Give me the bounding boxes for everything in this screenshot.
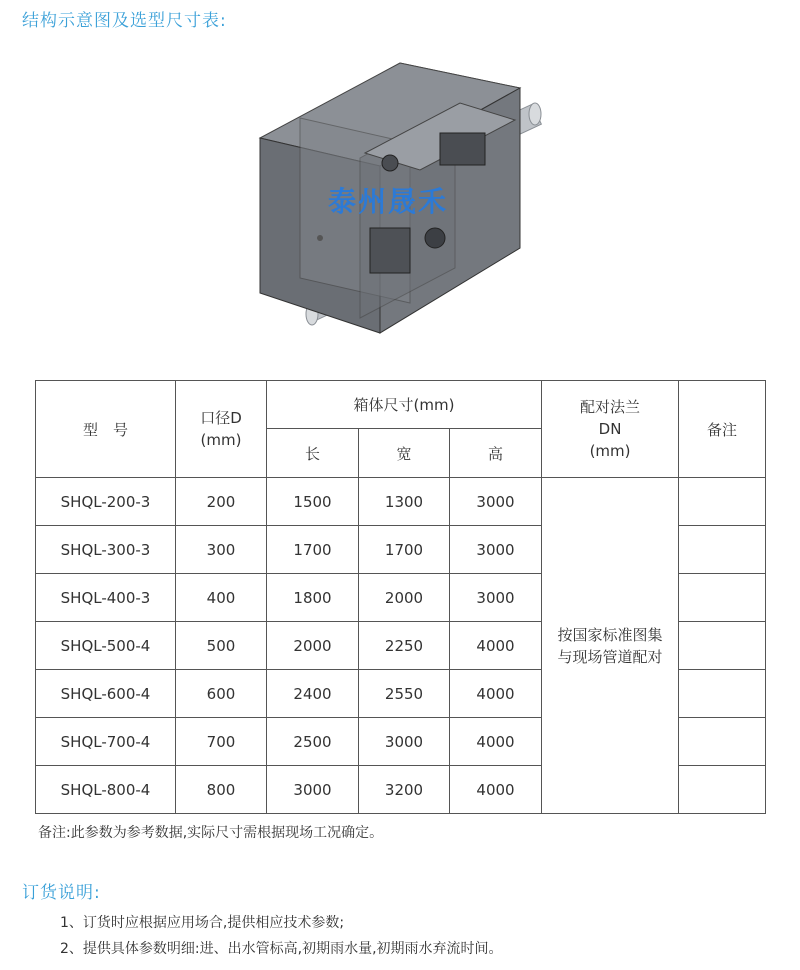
cell-width: 3000 xyxy=(359,718,450,766)
watermark-text: 泰州晟禾 xyxy=(328,185,449,218)
cell-diameter: 700 xyxy=(176,718,267,766)
flange-note-line2: 与现场管道配对 xyxy=(557,647,663,666)
header-diameter-unit: (mm) xyxy=(200,431,242,449)
section-title-structure: 结构示意图及选型尺寸表: xyxy=(22,11,227,31)
cell-width: 2000 xyxy=(359,574,450,622)
cell-length: 1500 xyxy=(267,478,359,526)
cell-height: 4000 xyxy=(450,670,542,718)
cell-diameter: 400 xyxy=(176,574,267,622)
cell-length: 2400 xyxy=(267,670,359,718)
order-item-1: 1、订货时应根据应用场合,提供相应技术参数; xyxy=(60,915,345,931)
header-box-size: 箱体尺寸(mm) xyxy=(267,381,542,429)
cell-model: SHQL-600-4 xyxy=(36,670,176,718)
header-remark: 备注 xyxy=(679,381,766,478)
cell-width: 2550 xyxy=(359,670,450,718)
cell-length: 2000 xyxy=(267,622,359,670)
cell-flange-note xyxy=(542,478,679,814)
header-flange-label: 配对法兰 xyxy=(580,398,641,416)
cell-height: 3000 xyxy=(450,478,542,526)
table-note: 备注:此参数为参考数据,实际尺寸需根据现场工况确定。 xyxy=(38,825,384,841)
cell-remark xyxy=(679,478,766,526)
cell-model: SHQL-200-3 xyxy=(36,478,176,526)
header-width: 宽 xyxy=(359,429,450,478)
cell-diameter: 600 xyxy=(176,670,267,718)
header-model: 型 号 xyxy=(36,381,176,478)
header-diameter-label: 口径D xyxy=(200,409,242,427)
cell-width: 2250 xyxy=(359,622,450,670)
cell-height: 3000 xyxy=(450,574,542,622)
cell-remark xyxy=(679,766,766,814)
cell-length: 2500 xyxy=(267,718,359,766)
cell-height: 4000 xyxy=(450,622,542,670)
cell-height: 4000 xyxy=(450,718,542,766)
cell-width: 3200 xyxy=(359,766,450,814)
cell-remark xyxy=(679,526,766,574)
cell-diameter: 200 xyxy=(176,478,267,526)
spec-table xyxy=(35,380,766,814)
cell-diameter: 300 xyxy=(176,526,267,574)
cell-model: SHQL-500-4 xyxy=(36,622,176,670)
header-flange-dn: DN xyxy=(598,420,622,438)
cell-model: SHQL-300-3 xyxy=(36,526,176,574)
cell-model: SHQL-400-3 xyxy=(36,574,176,622)
cell-remark xyxy=(679,622,766,670)
cell-height: 3000 xyxy=(450,526,542,574)
cell-remark xyxy=(679,574,766,622)
header-flange xyxy=(542,381,679,478)
cell-diameter: 800 xyxy=(176,766,267,814)
cell-remark xyxy=(679,670,766,718)
header-diameter xyxy=(176,381,267,478)
section-title-order: 订货说明: xyxy=(22,883,101,903)
cell-diameter: 500 xyxy=(176,622,267,670)
order-item-2: 2、提供具体参数明细:进、出水管标高,初期雨水量,初期雨水弃流时间。 xyxy=(60,941,503,957)
cell-model: SHQL-700-4 xyxy=(36,718,176,766)
header-length: 长 xyxy=(267,429,359,478)
cell-length: 3000 xyxy=(267,766,359,814)
cell-width: 1300 xyxy=(359,478,450,526)
header-flange-unit: (mm) xyxy=(589,442,631,460)
cell-width: 1700 xyxy=(359,526,450,574)
cell-remark xyxy=(679,718,766,766)
table-row xyxy=(36,478,766,526)
cell-model: SHQL-800-4 xyxy=(36,766,176,814)
table-header-row-1 xyxy=(36,381,766,429)
cell-height: 4000 xyxy=(450,766,542,814)
cell-length: 1800 xyxy=(267,574,359,622)
cell-length: 1700 xyxy=(267,526,359,574)
header-height: 高 xyxy=(450,429,542,478)
flange-note-line1: 按国家标准图集 xyxy=(557,625,663,644)
